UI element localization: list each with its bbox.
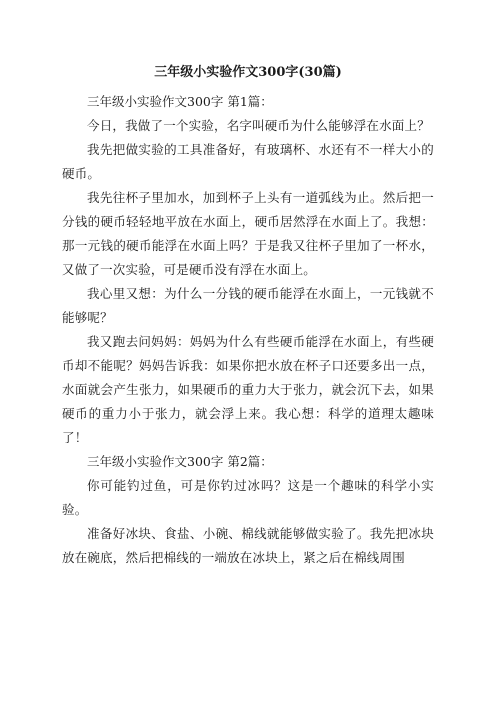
paragraph: 你可能钓过鱼，可是你钓过冰吗？这是一个趣味的科学小实验。 xyxy=(62,478,434,517)
document-body xyxy=(62,90,434,570)
paragraph: 准备好冰块、食盐、小碗、棉线就能够做实验了。我先把冰块放在碗底，然后把棉线的一端放在冰块上，紧之后在棉线周围 xyxy=(62,526,434,565)
paragraph: 我先往杯子里加水，加到杯子上头有一道弧线为止。然后把一分钱的硬币轻轻地平放在水面上，硬币居然浮在水面上了。我想：那一元钱的硬币能浮在水面上吗？于是我又往杯子里加了一杯水，又做了一次实验，可是硬币没有浮在水面上。 xyxy=(62,190,434,277)
section-heading: 三年级小实验作文300字 第1篇： xyxy=(87,94,273,109)
paragraph: 我又跑去问妈妈：妈妈为什么有些硬币能浮在水面上，有些硬币却不能呢？妈妈告诉我：如果你把水放在杯子口还要多出一点，水面就会产生张力，如果硬币的重力大于张力，就会沉下去，如果硬币的重力小于张力，就会浮上来。我心想：科学的道理太趣味了！ xyxy=(62,334,434,445)
section-heading: 三年级小实验作文300字 第2篇： xyxy=(87,454,273,469)
paragraph: 我心里又想：为什么一分钱的硬币能浮在水面上，一元钱就不能够呢？ xyxy=(62,286,434,325)
document-title: 三年级小实验作文300字(30篇) xyxy=(154,65,342,80)
paragraph: 我先把做实验的工具准备好，有玻璃杯、水还有不一样大小的硬币。 xyxy=(62,142,434,181)
paragraph: 今日，我做了一个实验，名字叫硬币为什么能够浮在水面上？ xyxy=(87,118,430,133)
